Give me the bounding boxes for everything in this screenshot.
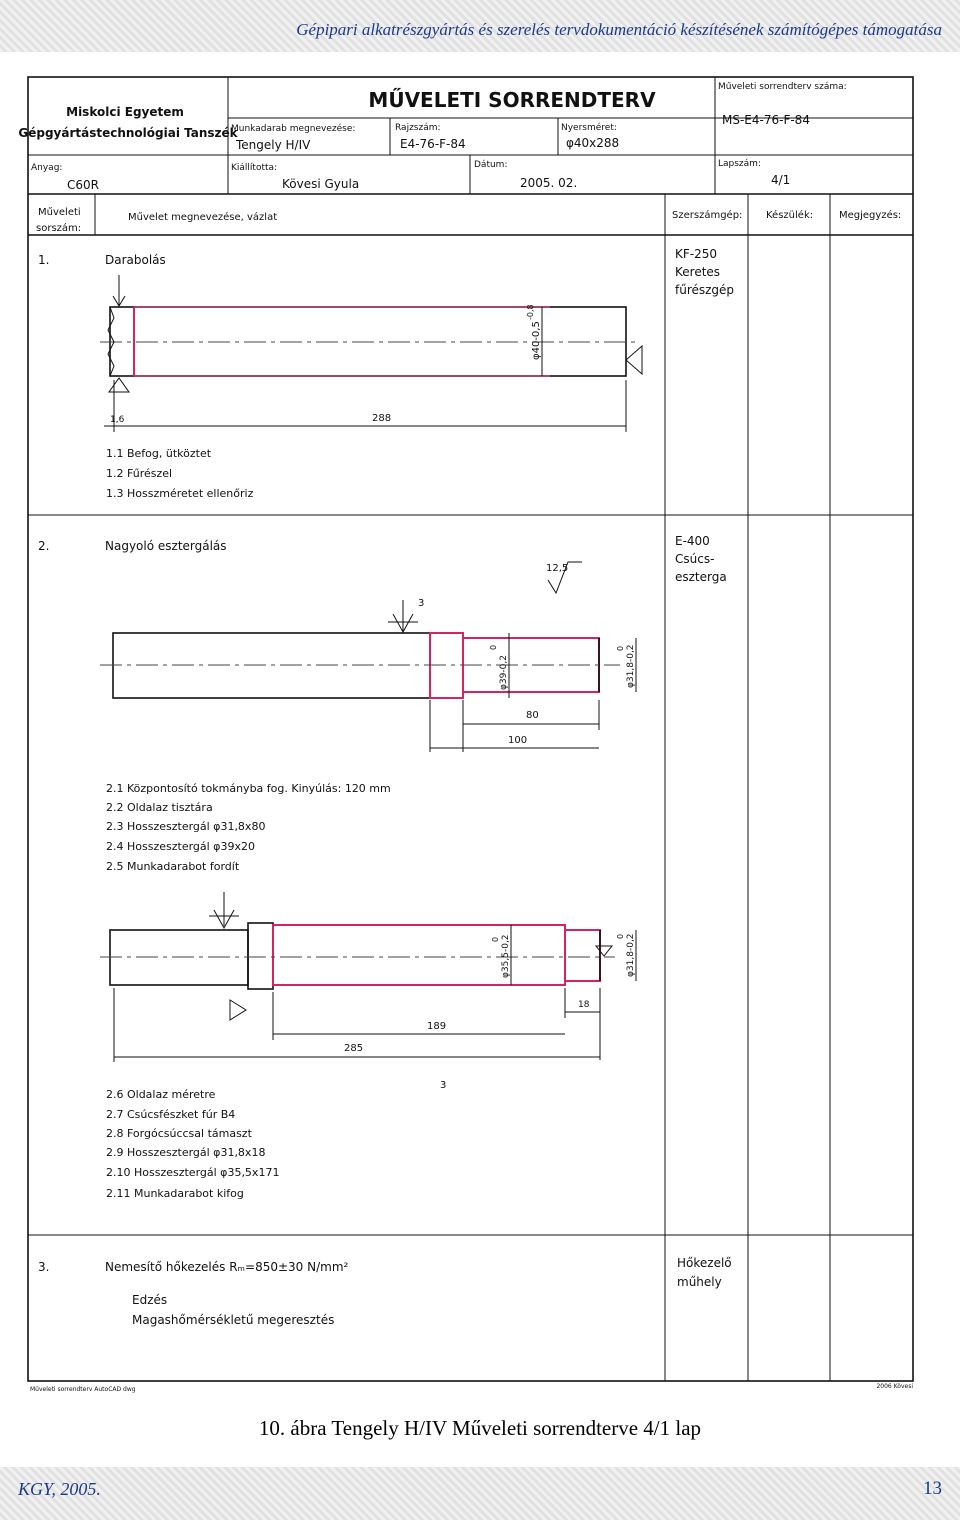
issued-by-label: Kiállította: xyxy=(231,163,278,173)
material-value: C60R xyxy=(67,178,99,192)
op1-step-3: 1.3 Hosszméretet ellenőriz xyxy=(106,487,254,500)
op2-dim-d1-tol: 0 xyxy=(489,644,498,650)
sheet-footer-file: Műveleti sorrendterv AutoCAD dwg xyxy=(30,1386,136,1393)
part-name-value: Tengely H/IV xyxy=(236,138,311,152)
op3-no: 3. xyxy=(38,1260,50,1274)
document-header-title: Gépipari alkatrészgyártás és szerelés tervdokumentáció készítésének számítógépes támogatása xyxy=(296,20,942,39)
op2-step-3: 2.3 Hosszesztergál φ31,8x80 xyxy=(106,820,266,833)
op1-machine-2: Keretes xyxy=(675,265,721,279)
op1-dim-dia: φ40-0,5 xyxy=(531,321,542,360)
col-fixture: Készülék: xyxy=(766,210,814,221)
raw-size-value: φ40x288 xyxy=(566,136,620,150)
op2-dim-d1: φ39-0,2 xyxy=(499,655,509,690)
op2b-step-3: 2.8 Forgócsúccsal támaszt xyxy=(106,1127,252,1140)
op2b-dim-d2-tol: 0 xyxy=(616,933,625,939)
col-machine: Szerszámgép: xyxy=(672,210,743,221)
op2-step-1: 2.1 Központosító tokmányba fog. Kinyúlás: 120 mm xyxy=(106,782,391,795)
op2-dim-d2-tol: 0 xyxy=(616,645,625,651)
op1-name: Darabolás xyxy=(105,253,166,267)
col-op-no: Műveleti xyxy=(38,207,81,218)
op2-dim-l2: 100 xyxy=(508,735,528,746)
op3-step-1: Edzés xyxy=(132,1293,168,1307)
col-op-name: Művelet megnevezése, vázlat xyxy=(128,212,278,223)
op2-roughness: 12,5 xyxy=(546,563,569,574)
op1-dim-cut: 1,6 xyxy=(110,415,125,425)
op2b-step-1: 2.6 Oldalaz méretre xyxy=(106,1088,216,1101)
date-label: Dátum: xyxy=(474,160,508,170)
op2-dim-l1: 80 xyxy=(526,710,539,721)
op2-marker: 3 xyxy=(418,598,425,609)
op2b-step-2: 2.7 Csúcsfészket fúr B4 xyxy=(106,1108,236,1121)
op1-step-1: 1.1 Befog, ütköztet xyxy=(106,447,212,460)
op2b-dim-d2: φ31,8-0,2 xyxy=(626,933,636,977)
op1-no: 1. xyxy=(38,253,50,267)
op2-machine-1: E-400 xyxy=(675,534,710,548)
op1-machine-1: KF-250 xyxy=(675,247,718,261)
op2b-dim-d1: φ35,5-0,2 xyxy=(501,934,511,978)
op2-machine-3: esztergа xyxy=(675,570,727,584)
raw-size-label: Nyersméret: xyxy=(561,123,617,133)
footer-band xyxy=(0,1467,960,1520)
footer-left-text: KGY, 2005. xyxy=(18,1479,101,1499)
op2b-dim-l2: 189 xyxy=(427,1021,447,1032)
university-name: Miskolci Egyetem xyxy=(66,105,184,119)
op2-step-2: 2.2 Oldalaz tisztára xyxy=(106,801,213,814)
drawing-no-label: Rajzszám: xyxy=(395,123,441,133)
op3-machine-2: műhely xyxy=(677,1275,722,1289)
op2-no: 2. xyxy=(38,539,50,553)
page-number: 13 xyxy=(923,1478,942,1499)
op1-dim-length: 288 xyxy=(372,413,392,424)
op2b-dim-l3: 285 xyxy=(344,1043,364,1054)
op2b-marker: 3 xyxy=(440,1080,447,1091)
op1-sketch xyxy=(100,275,642,432)
op2b-dim-l1: 18 xyxy=(578,1000,590,1010)
date-value: 2005. 02. xyxy=(520,176,578,190)
op2-machine-2: Csúcs- xyxy=(675,552,715,566)
op3-step-2: Magashőmérsékletű megeresztés xyxy=(132,1313,335,1327)
op2b-dim-d1-tol: 0 xyxy=(491,936,500,942)
figure-caption: 10. ábra Tengely H/IV Műveleti sorrendterve 4/1 lap xyxy=(258,1416,702,1440)
sheet-title: MŰVELETI SORRENDTERV xyxy=(368,88,656,112)
op2b-step-5: 2.10 Hosszesztergál φ35,5x171 xyxy=(106,1166,280,1179)
op2b-step-4: 2.9 Hosszesztergál φ31,8x18 xyxy=(106,1146,266,1159)
op1-dim-dia-tol: -0,8 xyxy=(526,304,535,320)
sheet-frame xyxy=(28,77,913,1381)
op1-machine-3: fűrészgép xyxy=(675,283,735,297)
op3-machine-1: Hőkezelő xyxy=(677,1256,732,1270)
department-name: Gépgyártástechnológiai Tanszék xyxy=(18,126,238,140)
op2-sketch-b xyxy=(100,892,636,1062)
sheet-no-value: 4/1 xyxy=(771,173,791,187)
material-label: Anyag: xyxy=(31,163,63,173)
op2-step-4: 2.4 Hosszesztergál φ39x20 xyxy=(106,840,255,853)
issued-by-value: Kövesi Gyula xyxy=(282,177,360,191)
op1-step-2: 1.2 Fűrészel xyxy=(106,467,173,480)
op2b-step-6: 2.11 Munkadarabot kifog xyxy=(106,1187,244,1200)
plan-no-label: Műveleti sorrendterv száma: xyxy=(718,82,847,92)
op3-name: Nemesítő hőkezelés Rₘ=850±30 N/mm² xyxy=(105,1260,349,1274)
op2-step-5: 2.5 Munkadarabot fordít xyxy=(106,860,240,873)
op2-sketch-a xyxy=(100,600,636,752)
col-notes: Megjegyzés: xyxy=(839,210,902,221)
op2-dim-d2: φ31,8-0,2 xyxy=(626,644,636,688)
part-name-label: Munkadarab megnevezése: xyxy=(231,124,356,134)
sheet-footer-author: 2006 Kövesi xyxy=(876,1383,913,1390)
plan-no-value: MS-E4-76-F-84 xyxy=(722,113,810,127)
sheet-no-label: Lapszám: xyxy=(718,159,761,169)
drawing-no-value: E4-76-F-84 xyxy=(400,137,466,151)
col-op-no-2: sorszám: xyxy=(36,223,82,234)
op2-name: Nagyoló esztergálás xyxy=(105,539,227,553)
